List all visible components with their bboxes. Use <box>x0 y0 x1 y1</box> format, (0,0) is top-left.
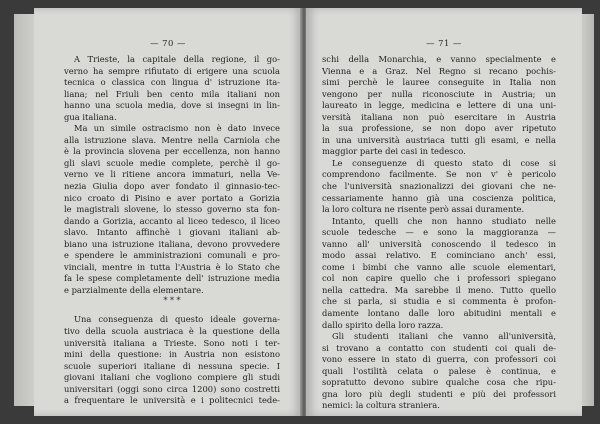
text-line: giovani italiani che vogliono compiere gli studi <box>64 372 280 383</box>
text-line: biano una istruzione italiana, devono provvedere <box>64 238 280 249</box>
text-line: Ma un simile ostracismo non è dato invece <box>74 123 280 134</box>
page-number: — 70 — <box>150 38 186 48</box>
text-line: vinciali, mentre in tutta l'Austria è lo Stato che <box>64 261 280 272</box>
text-line: quali l'ostilità celata o palese è continua, e <box>322 365 556 376</box>
text-line: versità italiana non può esercitare in Austria <box>322 111 556 122</box>
text-line: nemici: la coltura straniera. <box>322 400 440 411</box>
text-line: gua italiana. <box>64 111 117 122</box>
right-page <box>306 8 582 416</box>
body-text <box>64 54 280 407</box>
text-line: comprendono facilmente. Se non v' è pericolo <box>322 169 556 180</box>
text-line: universitari (oggi sono circa 1200) sono costretti <box>64 383 280 394</box>
text-line: nella cattedra. Ma sarebbe il meno. Tutto quello <box>322 284 556 295</box>
paragraph-block <box>64 314 280 406</box>
text-line: la loro coltura ne risente però assai duramente. <box>322 204 525 215</box>
text-line: fa le spese completamente dell' istruzione media <box>64 273 280 284</box>
text-line: e spendere le amministrazioni comunali e pro- <box>64 250 280 261</box>
text-line: alla istruzione slava. Mentre nella Carniola che <box>64 134 280 145</box>
left-page <box>34 8 302 416</box>
text-line: si trovano a contatto con studenti coi quali de- <box>322 342 556 353</box>
text-line: sopratutto devono subire qualche cosa che ripu- <box>322 377 556 388</box>
text-line: nico croato di Pisino e aver portato a Gorizia <box>64 192 280 203</box>
text-line: tivo della scuola austriaca è la questione della <box>64 326 280 337</box>
text-line: che si parla, si studia e si commenta è profon- <box>322 296 556 307</box>
text-line: A Trieste, la capitale della regione, il go- <box>74 54 280 64</box>
text-line: che l'università snazionalizzi dei giovani che ne- <box>322 181 556 192</box>
text-line: maggior parte dei casi in tedesco. <box>322 146 466 157</box>
text-line: vengono per nulla riconosciute in Austria; un <box>322 88 556 99</box>
text-line: e parzialmente della elementare. <box>64 284 204 295</box>
text-line: le magistrali slovene, lo stesso governo sta fon- <box>64 204 280 215</box>
page-stack-right <box>580 14 594 406</box>
text-line: laureato in legge, medicina e lettere di una uni- <box>322 100 556 111</box>
section-separator: * * * <box>163 296 181 306</box>
text-line: come i bimbi che vanno alle scuole elementari, <box>322 261 556 272</box>
text-line: verno ha sempre rifiutato di erigere una scuola <box>64 65 280 76</box>
text-line: simi perchè le lauree conseguite in Italia non <box>322 77 556 88</box>
paragraph-block <box>322 54 556 412</box>
text-line: gna loro più degli studenti e più dei professori <box>322 388 556 399</box>
page-number: — 71 — <box>426 38 462 48</box>
text-line: scuole tedesche — e sono la maggioranza — <box>322 227 556 238</box>
text-line: vanno all' università conoscendo il tedesco in <box>322 238 556 249</box>
page-stack-left <box>14 14 36 406</box>
body-text <box>322 54 556 412</box>
text-line: hanno una scuola media, dove si insegni in lin- <box>64 100 280 111</box>
text-line: verno ve li ritiene ancora immaturi, nella Ve- <box>64 169 280 180</box>
text-line: damente lontano dalle loro abitudini mentali e <box>322 308 556 319</box>
text-line: tecnica o classica con lingua d' istruzione ita- <box>64 77 280 88</box>
text-line: Vienna e a Graz. Nel Regno si recano pochis- <box>322 65 556 76</box>
text-line: scuole superiori italiane di nessuna specie. I <box>64 360 280 371</box>
paragraph-block <box>64 54 280 296</box>
text-line: Una conseguenza di questo ideale governa- <box>74 314 280 325</box>
text-line: col non capire quello che i professori spiegano <box>322 273 556 284</box>
text-line: a frequentare le università e i politecnici tede- <box>64 395 280 406</box>
text-line: schi della Monarchia, e vanno specialmente e <box>322 54 556 64</box>
text-line: Gli studenti italiani che vanno all'università, <box>332 331 556 342</box>
text-line: cessariamente hanno già una coscienza politica, <box>322 192 556 203</box>
text-line: nezia Giulia dopo aver fondato il ginnasio-tec- <box>64 181 280 192</box>
text-line: liana; nel Friuli ben cento mila italiani non <box>64 88 280 99</box>
text-line: mini della questione: in Austria non esistono <box>64 349 280 360</box>
text-line: Intanto, quelli che non hanno studiato nelle <box>332 215 556 226</box>
text-line: università italiana a Trieste. Sono noti i ter- <box>64 337 280 348</box>
text-line: la sua professione, se non dopo aver ripetuto <box>322 123 556 134</box>
text-line: è la provincia slovena per eccellenza, non hanno <box>64 146 280 157</box>
text-line: vono essere in stato di guerra, con professori coi <box>322 354 556 365</box>
text-line: dallo spirito della loro razza. <box>322 319 444 330</box>
text-line: Le conseguenze di questo stato di cose si <box>332 157 556 168</box>
text-line: modo assai relativo. E cominciano anch' essi, <box>322 250 556 261</box>
text-line: slavo. Intanto affinchè i giovani italiani ab- <box>64 227 280 238</box>
text-line: gli slavi scuole medie complete, perchè il go- <box>64 157 280 168</box>
text-line: in una università austriaca tutti gli esami, e nella <box>322 134 556 145</box>
text-line: dando a Gorizia, accanto al liceo tedesco, il liceo <box>64 215 280 226</box>
